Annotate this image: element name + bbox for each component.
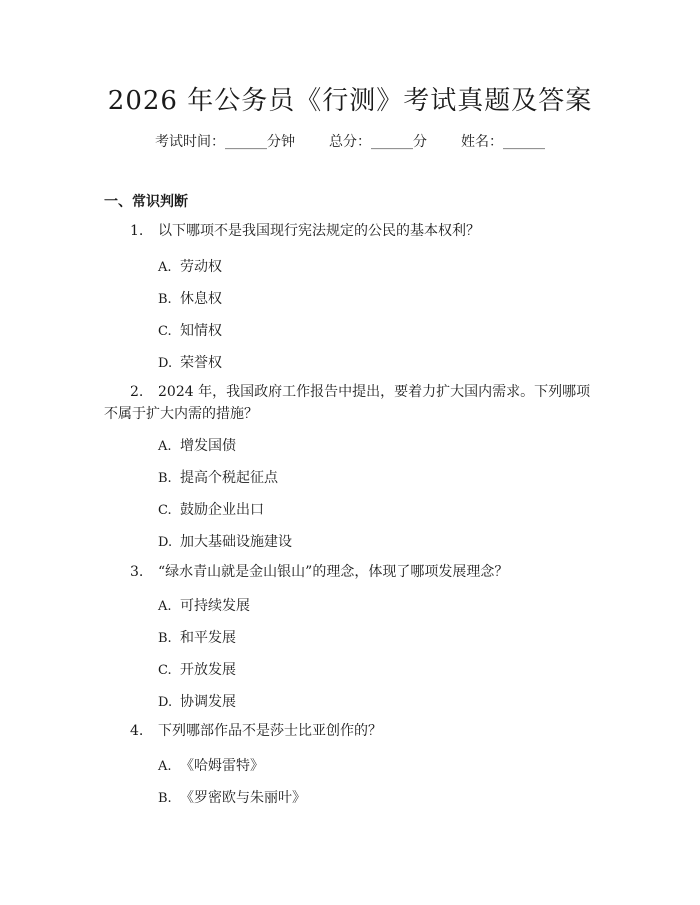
option-3a [158, 595, 250, 615]
option-letter: B. [158, 292, 172, 307]
option-text: 和平发展 [180, 630, 236, 646]
option-letter: B. [158, 791, 172, 806]
option-2d [158, 531, 292, 551]
option-1b [158, 288, 222, 308]
question-3 [104, 561, 594, 583]
option-text: 可持续发展 [180, 598, 250, 614]
option-3c [158, 659, 236, 679]
exam-meta [0, 131, 700, 151]
section-heading: 一、常识判断 [104, 194, 188, 210]
option-1c [158, 320, 222, 340]
option-2c [158, 499, 264, 519]
question-2 [104, 381, 594, 425]
option-text: 劳动权 [180, 259, 222, 275]
page-title: 2026 年公务员《行测》考试真题及答案 [107, 86, 593, 116]
option-2a [158, 435, 236, 455]
option-letter: A. [158, 599, 172, 614]
option-text: 《罗密欧与朱丽叶》 [180, 790, 306, 806]
question-1 [104, 220, 594, 242]
question-number: 3. [130, 564, 144, 580]
option-letter: B. [158, 631, 172, 646]
option-4a [158, 755, 264, 775]
option-text: 荣誉权 [180, 355, 222, 371]
option-letter: D. [158, 535, 173, 550]
option-text: 《哈姆雷特》 [180, 758, 264, 774]
question-stem: 以下哪项不是我国现行宪法规定的公民的基本权利？ [158, 223, 480, 239]
option-text: 加大基础设施建设 [180, 534, 292, 550]
option-1d [158, 352, 222, 372]
option-text: 增发国债 [180, 438, 236, 454]
option-text: 鼓励企业出口 [180, 502, 264, 518]
option-letter: D. [158, 356, 173, 371]
question-4 [104, 720, 594, 742]
question-stem: 2024 年，我国政府工作报告中提出，要着力扩大国内需求。下列哪项不属于扩大内需的措施？ [104, 384, 591, 422]
option-letter: B. [158, 471, 172, 486]
question-stem: “绿水青山就是金山银山”的理念，体现了哪项发展理念？ [158, 564, 509, 580]
option-2b [158, 467, 278, 487]
exam-time-field: 考试时间：______分钟 [155, 134, 295, 150]
option-text: 提高个税起征点 [180, 470, 278, 486]
option-3b [158, 627, 236, 647]
question-number: 1. [130, 223, 144, 239]
option-letter: C. [158, 324, 172, 339]
option-text: 知情权 [180, 323, 222, 339]
total-score-field: 总分：______分 [329, 134, 427, 150]
option-1a [158, 256, 222, 276]
question-number: 2. [130, 384, 144, 400]
option-letter: A. [158, 439, 172, 454]
option-text: 休息权 [180, 291, 222, 307]
option-letter: A. [158, 759, 172, 774]
option-letter: D. [158, 695, 173, 710]
option-text: 协调发展 [180, 694, 236, 710]
option-letter: C. [158, 503, 172, 518]
option-letter: A. [158, 260, 172, 275]
name-field: 姓名：______ [461, 134, 545, 150]
option-letter: C. [158, 663, 172, 678]
option-text: 开放发展 [180, 662, 236, 678]
option-4b [158, 787, 306, 807]
option-3d [158, 691, 236, 711]
question-number: 4. [130, 723, 144, 739]
question-stem: 下列哪部作品不是莎士比亚创作的？ [158, 723, 382, 739]
